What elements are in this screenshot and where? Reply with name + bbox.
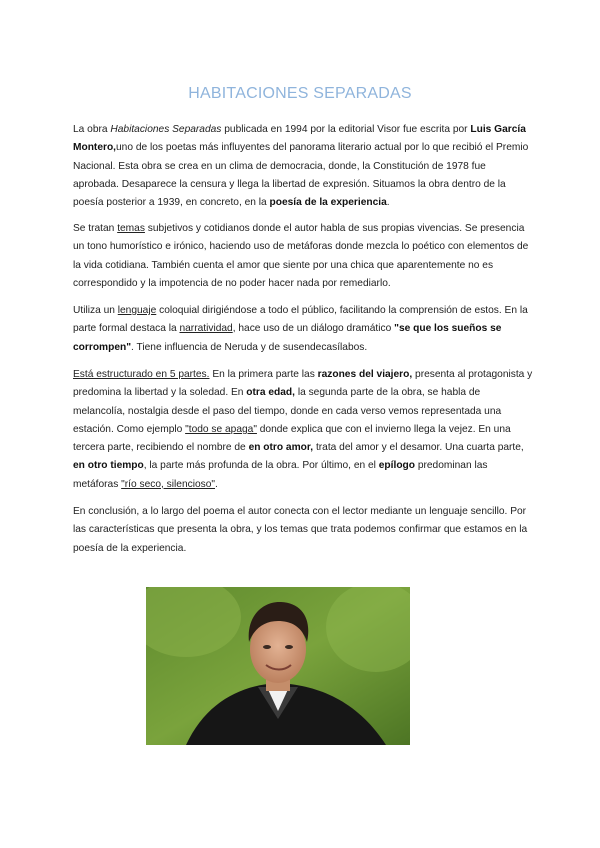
part-name: otra edad,	[246, 387, 295, 399]
text: coloquial dirigiéndose a todo el público, facilitando la comprensión de estos. En la parte formal destaca la	[73, 305, 528, 335]
quote: "río seco, silencioso"	[121, 478, 216, 490]
author-portrait-illustration	[146, 587, 410, 745]
text: Utiliza un	[73, 305, 118, 316]
text: En la primera parte las	[209, 369, 318, 380]
text: predominan las metáforas	[73, 460, 488, 490]
text: subjetivos y cotidianos donde el autor habla de sus propias vivencias. Se presencia un tono humorístico e irónico, haciendo uso de metáforas donde mezcla lo poético con elementos de la vida cotidiana. También cuenta el amor que siente por una chica que aparentemente no es correspondido y la impotencia de no poder hacer nada por remediarlo.	[73, 223, 529, 289]
paragraph-themes	[73, 220, 533, 293]
paragraph-structure	[73, 366, 533, 494]
text: . Tiene influencia de Neruda y de susendecasílabos.	[131, 341, 368, 353]
book-title: Habitaciones Separadas	[110, 124, 222, 135]
part-name: razones del viajero,	[317, 369, 413, 380]
movement-name: poesía de la experiencia	[269, 197, 387, 209]
text: presenta al protagonista y predomina la libertad y la soledad. En	[73, 369, 533, 399]
paragraph-language	[73, 302, 533, 357]
text: publicada en 1994 por la editorial Visor fue escrita por	[221, 124, 471, 135]
part-name: epílogo	[378, 460, 415, 472]
paragraph-introduction	[73, 121, 533, 212]
part-name: en otro amor,	[248, 442, 314, 454]
text: .	[215, 478, 218, 490]
quote: "todo se apaga"	[185, 423, 257, 435]
text: , hace uso de un diálogo dramático	[232, 323, 395, 335]
text: , la parte más profunda de la obra. Por último, en el	[143, 460, 379, 472]
text: .	[386, 197, 390, 209]
quote: "se que los sueños se corrompen"	[73, 323, 502, 353]
text: Se tratan	[73, 223, 118, 234]
author-photo	[146, 587, 410, 745]
paragraph-conclusion: En conclusión, a lo largo del poema el autor conecta con el lector mediante un lenguaje sencillo. Por las características que presenta la obra, y los temas que trata podemos confirmar que estamos en la poesía de la experiencia.	[73, 506, 528, 554]
underlined-term: lenguaje	[117, 305, 157, 316]
author-name: Luis García Montero,	[73, 124, 526, 154]
underlined-term: narratividad	[179, 323, 233, 335]
text: la segunda parte de la obra, se habla de melancolía, nostalgia desde el paso del tiempo, donde en cada verso vemos representada una estación. Como ejemplo	[73, 387, 502, 435]
part-name: en otro tiempo	[73, 460, 144, 472]
text: donde explica que con el invierno llega la vejez. En una tercera parte, recibiendo el nombre de	[73, 423, 511, 454]
underlined-term: temas	[117, 223, 145, 234]
underlined-term: Está estructurado en 5 partes.	[73, 369, 210, 380]
text: uno de los poetas más influyentes del panorama literario actual por lo que recibió el Premio Nacional. Esta obra se crea en un clima de democracia, donde, la Constitución de 1978 fue aprobada. Desaparece la censura y llega la libertad de expresión. Situamos la obra dentro de la poesía posterior a 1939, en concreto, en la	[73, 142, 529, 209]
text: La obra	[73, 124, 111, 135]
text: trata del amor y el desamor. Una cuarta parte,	[313, 442, 524, 454]
page-title: HABITACIONES SEPARADAS	[188, 84, 412, 102]
